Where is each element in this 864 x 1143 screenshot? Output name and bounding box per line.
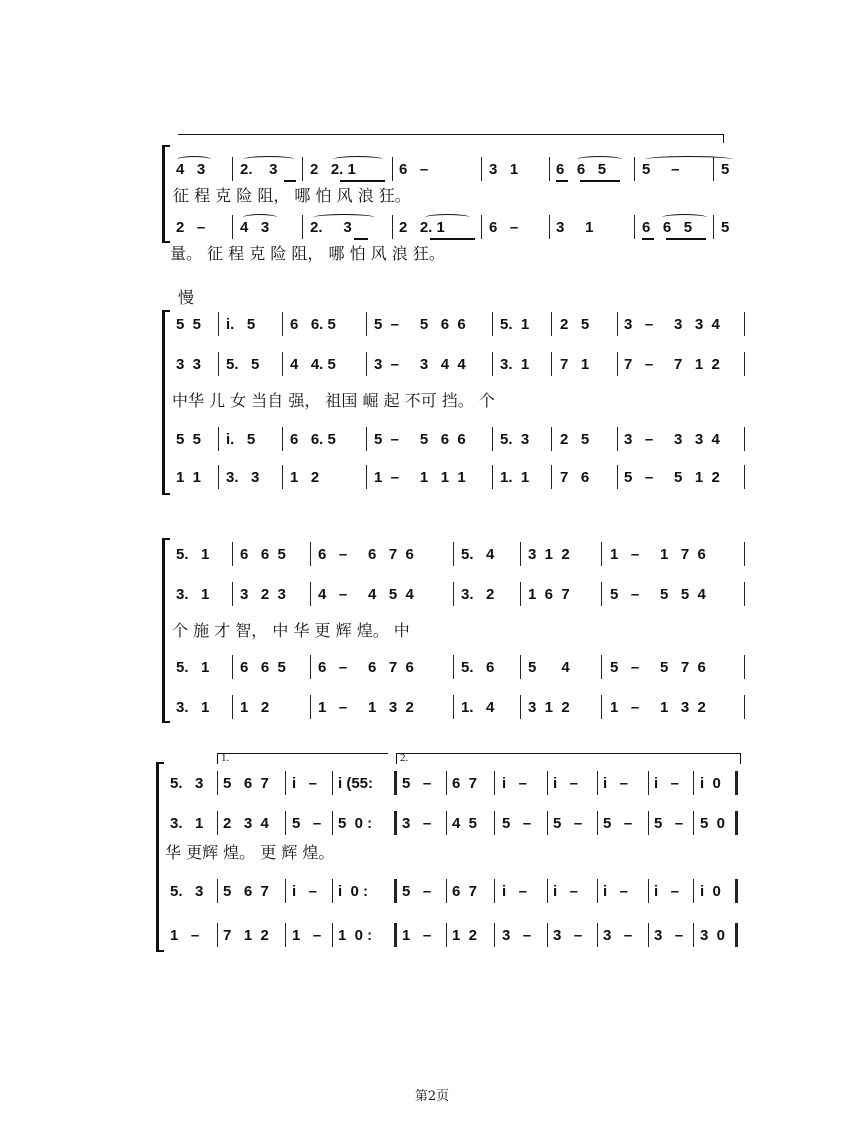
- phrase-bracket: [178, 134, 724, 143]
- lyric-line: 中华 儿 女 当自 强， 祖国 崛 起 不可 挡。 个: [172, 391, 495, 410]
- volta-1-label: 1.: [221, 752, 230, 764]
- voice-row-3: 5. 1 6 6 5 6 – 6 7 6 5. 6 5 4 5 – 5 7 6: [0, 658, 864, 684]
- lyric-row: [0, 620, 864, 646]
- tempo-mark: 慢: [178, 288, 195, 307]
- lyric-row: [0, 842, 864, 868]
- voice-row-4: 3. 1 1 2 1 – 1 3 2 1. 4 3 1 2 1 – 1 3 2: [0, 698, 864, 724]
- page-number: 第2页: [414, 1089, 450, 1104]
- voice-row-1: 5. 3 5 6 7 i – i (55: 5 – 6 7 i – i – i – i – i 0: [0, 774, 864, 800]
- volta-2: [396, 753, 741, 764]
- voice-row-2: 3. 1 2 3 4 5 – 5 0 : 3 – 4 5 5 – 5 – 5 – 5 – 5 0: [0, 814, 864, 840]
- voice-row-4: 1 1 3. 3 1 2 1 – 1 1 1 1. 1 7 6 5 – 5 1 2: [0, 468, 864, 494]
- voice-row-2: 3. 1 3 2 3 4 – 4 5 4 3. 2 1 6 7 5 – 5 5 4: [0, 585, 864, 611]
- lyric-line: 量。 征 程 克 险 阻， 哪 怕 风 浪 狂。: [170, 244, 445, 263]
- voice-row-3: 5 5 i. 5 6 6. 5 5 – 5 6 6 5. 3 2 5 3 – 3 3 4: [0, 430, 864, 456]
- volta-1: [217, 753, 388, 764]
- lyric-line: 个 施 才 智， 中 华 更 辉 煌。 中: [172, 621, 410, 640]
- voice-row-3: 5. 3 5 6 7 i – i 0 : 5 – 6 7 i – i – i – i – i 0: [0, 882, 864, 908]
- lyric-row: [0, 390, 864, 416]
- lyric-row-2: [0, 243, 864, 269]
- lyric-row-1: [0, 185, 864, 211]
- voice-row-2: 3 3 5. 5 4 4. 5 3 – 3 4 4 3. 1 7 1 7 – 7 1 2: [0, 355, 864, 381]
- voice-row-2: 2 – 4 3 2. 3 2 2. 1 6 – 3 1 6 6 5 5: [0, 218, 864, 244]
- lyric-line: 华 更辉 煌。 更 辉 煌。: [165, 843, 335, 862]
- lyric-line: 征 程 克 险 阻， 哪 怕 风 浪 狂。: [173, 186, 411, 205]
- voice-row-4: 1 – 7 1 2 1 – 1 0 : 1 – 1 2 3 – 3 – 3 – 3 – 3 0: [0, 926, 864, 952]
- voice-row-1: 4 3 2. 3 2 2. 1 6 – 3 1 6 6 5 5 – 5: [0, 160, 864, 186]
- voice-row-1: 5 5 i. 5 6 6. 5 5 – 5 6 6 5. 1 2 5 3 – 3 3 4: [0, 315, 864, 341]
- voice-row-1: 5. 1 6 6 5 6 – 6 7 6 5. 4 3 1 2 1 – 1 7 6: [0, 545, 864, 571]
- volta-2-label: 2.: [400, 752, 409, 764]
